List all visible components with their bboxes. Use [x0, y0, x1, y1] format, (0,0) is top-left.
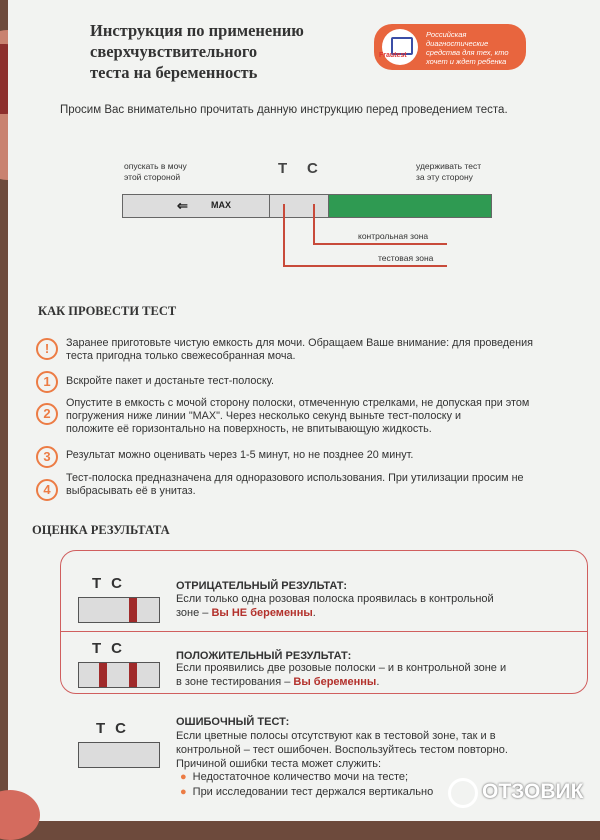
step-number-4: 4	[36, 479, 58, 501]
positive-tc-label: TC	[92, 640, 132, 657]
test-zone-label: тестовая зона	[378, 253, 434, 263]
error-result-title: ОШИБОЧНЫЙ ТЕСТ:	[176, 716, 290, 728]
test-strip-diagram	[122, 194, 492, 218]
positive-result-text: Если проявились две розовые полоски – и в контрольной зоне и в зоне тестирования – Вы беременны.	[176, 662, 507, 688]
control-line	[129, 663, 137, 687]
test-zone-pointer	[283, 204, 285, 266]
step-number-2: 2	[36, 403, 58, 425]
watermark: ОТЗОВИК	[448, 778, 588, 808]
strip-handle-zone	[329, 195, 491, 217]
brand-badge	[374, 24, 526, 70]
dip-arrow-icon: ⇐	[177, 198, 188, 213]
step-item: Вскройте пакет и достаньте тест-полоску.	[66, 375, 274, 387]
results-divider	[61, 631, 587, 632]
error-strip	[78, 742, 160, 768]
test-line	[99, 663, 107, 687]
hold-side-label: удерживать тест за эту сторону	[416, 161, 482, 182]
error-result-text: Если цветные полосы отсутствуют как в тестовой зоне, так и в контрольной – тест ошибочен. Воспользуйтесь тестом повторно. Причиной ошибки теста может служить:	[176, 730, 508, 770]
diagram-t-label: T	[278, 160, 288, 177]
watermark-logo-icon	[448, 778, 478, 808]
max-line-label: MAX	[211, 200, 231, 210]
diagram-c-label: C	[307, 160, 318, 177]
negative-tc-label: TC	[92, 575, 132, 592]
positive-result-title: ПОЛОЖИТЕЛЬНЫЙ РЕЗУЛЬТАТ:	[176, 650, 352, 662]
how-to-heading: КАК ПРОВЕСТИ ТЕСТ	[38, 304, 177, 318]
step-item: Тест-полоска предназначена для одноразового использования. При утилизации просим не выбрасывать её в унитаз.	[66, 472, 524, 497]
instruction-sheet	[8, 0, 600, 821]
step-item: Опустите в емкость с мочой сторону полоски, отмеченную стрелками, не допуская при этом погружения ниже линии "MAX". Через несколько секунд выньте тест-полоску и положите её горизонтально на поверхность, не впитывающую жидкость.	[66, 397, 530, 435]
error-cause-item: ● Недостаточное количество мочи на тесте;	[180, 771, 409, 783]
strip-divider	[269, 195, 270, 217]
positive-strip	[78, 662, 160, 688]
control-zone-pointer	[313, 243, 447, 245]
step-number-3: 3	[36, 446, 58, 468]
step-number-1: 1	[36, 371, 58, 393]
warning-icon: !	[36, 338, 58, 360]
control-zone-pointer	[313, 204, 315, 244]
control-zone-label: контрольная зона	[358, 231, 429, 241]
brand-logo: Frautest	[382, 29, 418, 65]
brand-tagline: Российская диагностические средства для тех, кто хочет и ждет ребенка	[426, 30, 509, 66]
test-zone-pointer	[283, 265, 447, 267]
dip-side-label: опускать в мочу этой стороной	[124, 161, 187, 182]
step-item: Результат можно оценивать через 1-5 минут, но не позднее 20 минут.	[66, 449, 414, 461]
negative-result-text: Если только одна розовая полоска проявилась в контрольной зоне – Вы НЕ беременны.	[176, 593, 494, 619]
step-item: Заранее приготовьте чистую емкость для мочи. Обращаем Ваше внимание: для проведения теста пригодна только свежесобранная моча.	[66, 337, 533, 362]
results-heading: ОЦЕНКА РЕЗУЛЬТАТА	[32, 523, 170, 537]
control-line	[129, 598, 137, 622]
error-cause-item: ● При исследовании тест держался вертикально	[180, 786, 434, 798]
negative-strip	[78, 597, 160, 623]
negative-result-title: ОТРИЦАТЕЛЬНЫЙ РЕЗУЛЬТАТ:	[176, 580, 348, 592]
intro-text: Просим Вас внимательно прочитать данную инструкцию перед проведением теста.	[60, 104, 508, 116]
error-tc-label: TC	[96, 720, 136, 737]
page-title: Инструкция по применению сверхчувствительного теста на беременность	[90, 21, 304, 82]
